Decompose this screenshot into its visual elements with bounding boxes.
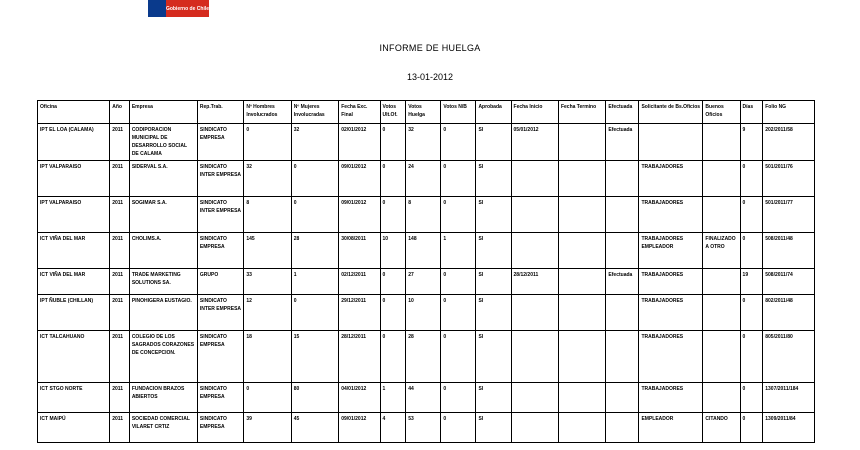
table-cell: 8	[406, 197, 441, 233]
table-cell: SI	[476, 124, 511, 161]
table-cell: 0	[740, 413, 763, 443]
table-cell	[558, 269, 605, 295]
table-cell: 0	[441, 383, 476, 413]
table-cell	[511, 413, 558, 443]
table-cell	[511, 233, 558, 269]
table-cell: 1	[441, 233, 476, 269]
table-cell: 0	[291, 161, 338, 197]
table-cell: 2011	[110, 413, 130, 443]
table-cell: 1	[291, 269, 338, 295]
table-cell: ICT VIÑA DEL MAR	[38, 269, 110, 295]
table-cell: 2011	[110, 233, 130, 269]
table-cell: IPT ÑUBLE (CHILLAN)	[38, 295, 110, 331]
strike-report-table	[37, 100, 815, 443]
table-cell: CHOLIMS.A.	[129, 233, 197, 269]
table-cell: 02/01/2012	[339, 124, 380, 161]
table-cell: Efectuada	[606, 124, 639, 161]
table-cell	[558, 413, 605, 443]
table-cell: TRABAJADORES	[639, 197, 703, 233]
table-cell: 0	[441, 413, 476, 443]
table-cell: SINDICATO INTER EMPRESA	[197, 161, 243, 197]
table-cell: SINDICATO INTER EMPRESA	[197, 197, 243, 233]
table-cell: SIDERVAL S.A.	[129, 161, 197, 197]
table-cell: 28	[291, 233, 338, 269]
table-cell	[558, 197, 605, 233]
table-cell: SI	[476, 269, 511, 295]
table-cell	[606, 197, 639, 233]
table-row	[38, 269, 815, 295]
column-header: Nº Mujeres Involucradas	[291, 101, 338, 124]
table-cell	[606, 413, 639, 443]
table-cell: 8	[244, 197, 291, 233]
table-cell	[703, 197, 740, 233]
column-header: Fecha Termino	[558, 101, 605, 124]
table-cell: 24	[406, 161, 441, 197]
table-cell: 145	[244, 233, 291, 269]
table-cell: SINDICATO EMPRESA	[197, 413, 243, 443]
column-header: Buenos Oficios	[703, 101, 740, 124]
column-header: Votos N/B	[441, 101, 476, 124]
column-header: Fecha Inicio	[511, 101, 558, 124]
table-row	[38, 233, 815, 269]
table-cell: SI	[476, 331, 511, 383]
table-cell: 0	[740, 383, 763, 413]
table-cell: IPT VALPARAISO	[38, 161, 110, 197]
table-cell: 0	[291, 295, 338, 331]
table-cell: TRABAJADORES	[639, 383, 703, 413]
header-row	[38, 101, 815, 124]
table-cell	[606, 295, 639, 331]
table-cell: ICT VIÑA DEL MAR	[38, 233, 110, 269]
table-cell: ICT TALCAHUANO	[38, 331, 110, 383]
column-header: Oficina	[38, 101, 110, 124]
table-cell: CODIPORACION MUNICIPAL DE DESARROLLO SOCIAL DE CALAMA	[129, 124, 197, 161]
table-cell	[558, 331, 605, 383]
table-cell: SOCIEDAD COMERCIAL VILARET CRTIZ	[129, 413, 197, 443]
table-cell: 0	[441, 331, 476, 383]
table-cell: 27	[406, 269, 441, 295]
table-cell	[558, 124, 605, 161]
table-cell	[511, 295, 558, 331]
table-cell: SI	[476, 161, 511, 197]
table-row	[38, 197, 815, 233]
table-cell	[558, 161, 605, 197]
table-cell: 09/01/2012	[339, 413, 380, 443]
table-cell	[511, 197, 558, 233]
table-cell: 32	[406, 124, 441, 161]
table-cell	[606, 331, 639, 383]
column-header: Fecha Exc. Final	[339, 101, 380, 124]
table-cell: IPT EL LOA (CALAMA)	[38, 124, 110, 161]
table-cell: SINDICATO EMPRESA	[197, 233, 243, 269]
table-cell: 508/2011/48	[763, 233, 815, 269]
table-cell: 0	[380, 295, 406, 331]
table-cell	[511, 383, 558, 413]
table-cell: 0	[380, 124, 406, 161]
column-header: Solicitante de Bs.Oficios	[639, 101, 703, 124]
table-cell: 0	[380, 197, 406, 233]
table-cell: 0	[740, 331, 763, 383]
table-cell: CITANDO	[703, 413, 740, 443]
column-header: Folio NG	[763, 101, 815, 124]
table-cell: TRABAJADORES	[639, 269, 703, 295]
table-cell: GRUPO	[197, 269, 243, 295]
table-cell: 53	[406, 413, 441, 443]
table-cell	[703, 383, 740, 413]
table-cell: 0	[380, 161, 406, 197]
table-cell: 09/01/2012	[339, 161, 380, 197]
table-cell: 9	[740, 124, 763, 161]
table-cell: FINALIZADO A OTRO	[703, 233, 740, 269]
table-cell: TRADE MARKETING SOLUTIONS SA.	[129, 269, 197, 295]
table-cell: 202/2011/58	[763, 124, 815, 161]
table-cell: 19	[740, 269, 763, 295]
table-cell: 39	[244, 413, 291, 443]
table-cell: 0	[740, 233, 763, 269]
table-cell: 501/2011/76	[763, 161, 815, 197]
table-cell: 15	[291, 331, 338, 383]
table-cell: 148	[406, 233, 441, 269]
table-cell	[511, 331, 558, 383]
column-header: Empresa	[129, 101, 197, 124]
column-header: Votos Ult.Of.	[380, 101, 406, 124]
column-header: Año	[110, 101, 130, 124]
table-cell: 802/2011/48	[763, 295, 815, 331]
column-header: Días	[740, 101, 763, 124]
table-cell: 10	[406, 295, 441, 331]
column-header: Efectuada	[606, 101, 639, 124]
table-cell: 0	[380, 331, 406, 383]
table-cell: 0	[244, 383, 291, 413]
table-cell: 2011	[110, 331, 130, 383]
table-cell: 0	[244, 124, 291, 161]
table-cell: SI	[476, 413, 511, 443]
table-cell: ICT STGO NORTE	[38, 383, 110, 413]
table-row	[38, 413, 815, 443]
table-row	[38, 161, 815, 197]
table-cell	[558, 383, 605, 413]
table-cell: 0	[441, 161, 476, 197]
table-cell: 0	[441, 124, 476, 161]
column-header: Rep.Trab.	[197, 101, 243, 124]
table-cell: 28/12/2011	[339, 331, 380, 383]
table-cell: TRABAJADORES	[639, 161, 703, 197]
table-cell: 0	[380, 269, 406, 295]
table-cell: SI	[476, 383, 511, 413]
table-cell	[558, 233, 605, 269]
table-cell: 80	[291, 383, 338, 413]
gobierno-logo	[148, 0, 209, 17]
table-cell: 2011	[110, 124, 130, 161]
table-cell: SINDICATO EMPRESA	[197, 331, 243, 383]
report-title: INFORME DE HUELGA	[379, 43, 481, 53]
table-cell: 0	[740, 197, 763, 233]
table-cell: 0	[441, 295, 476, 331]
table-cell: 1	[380, 383, 406, 413]
table-cell: 12	[244, 295, 291, 331]
table-cell: 0	[441, 269, 476, 295]
table-cell: IPT VALPARAISO	[38, 197, 110, 233]
table-cell	[703, 124, 740, 161]
table-cell: EMPLEADOR	[639, 413, 703, 443]
table-cell: 28/12/2011	[511, 269, 558, 295]
column-header: Nº Hombres Involucrados	[244, 101, 291, 124]
logo-text: Gobierno de Chile	[165, 5, 209, 12]
table-cell: 1307/2011/184	[763, 383, 815, 413]
table-cell: 44	[406, 383, 441, 413]
table-row	[38, 331, 815, 383]
table-cell: SINDICATO EMPRESA	[197, 383, 243, 413]
table-cell: 0	[291, 197, 338, 233]
table-cell: 501/2011/77	[763, 197, 815, 233]
table-cell	[558, 295, 605, 331]
table-cell: 2011	[110, 295, 130, 331]
table-cell: SI	[476, 197, 511, 233]
logo-blue-block	[148, 0, 166, 17]
table-cell: 2011	[110, 383, 130, 413]
table-cell: PINOHIGERA EUSTAGIO.	[129, 295, 197, 331]
table-cell: 0	[740, 295, 763, 331]
table-cell: ICT MAIPÚ	[38, 413, 110, 443]
table-cell: 1309/2011/84	[763, 413, 815, 443]
table-cell	[606, 161, 639, 197]
table-cell: SINDICATO INTER EMPRESA	[197, 295, 243, 331]
table-row	[38, 295, 815, 331]
table-cell: 05/01/2012	[511, 124, 558, 161]
table-cell: 32	[291, 124, 338, 161]
table-cell: 4	[380, 413, 406, 443]
table-cell: TRABAJADORES	[639, 331, 703, 383]
table-cell	[703, 161, 740, 197]
table-cell: 04/01/2012	[339, 383, 380, 413]
logo-red-block	[166, 0, 209, 17]
table-cell: Efectuada	[606, 269, 639, 295]
table-cell: 2011	[110, 161, 130, 197]
table-row	[38, 383, 815, 413]
table-cell: 805/2011/80	[763, 331, 815, 383]
table-cell: SOGIMAR S.A.	[129, 197, 197, 233]
table-cell: 0	[441, 197, 476, 233]
table-cell: 33	[244, 269, 291, 295]
table-cell: 02/12/2011	[339, 269, 380, 295]
table-cell	[639, 124, 703, 161]
table-cell: FUNDACION BRAZOS ABIERTOS	[129, 383, 197, 413]
table-cell: SI	[476, 233, 511, 269]
table-cell: 508/2011/74	[763, 269, 815, 295]
table-cell: SINDICATO EMPRESA	[197, 124, 243, 161]
table-cell: COLEGIO DE LOS SAGRADOS CORAZONES DE CONCEPCION.	[129, 331, 197, 383]
table-cell	[606, 383, 639, 413]
table-cell	[703, 295, 740, 331]
table-cell: 29/12/2011	[339, 295, 380, 331]
table-cell: 28	[406, 331, 441, 383]
table-cell: 30/08/2011	[339, 233, 380, 269]
table-row	[38, 124, 815, 161]
table-cell: 0	[740, 161, 763, 197]
table-cell: 10	[380, 233, 406, 269]
table-cell: 2011	[110, 197, 130, 233]
table-cell: 45	[291, 413, 338, 443]
column-header: Aprobada	[476, 101, 511, 124]
table-cell: 09/01/2012	[339, 197, 380, 233]
table-cell	[703, 331, 740, 383]
table-cell	[703, 269, 740, 295]
table-cell: 2011	[110, 269, 130, 295]
column-header: Votos Huelga	[406, 101, 441, 124]
table-cell	[511, 161, 558, 197]
table-cell: SI	[476, 295, 511, 331]
table-cell	[606, 233, 639, 269]
table-cell: 18	[244, 331, 291, 383]
table-cell: 32	[244, 161, 291, 197]
table-cell: TRABAJADORES EMPLEADOR	[639, 233, 703, 269]
report-date: 13-01-2012	[406, 72, 454, 82]
table-cell: TRABAJADORES	[639, 295, 703, 331]
